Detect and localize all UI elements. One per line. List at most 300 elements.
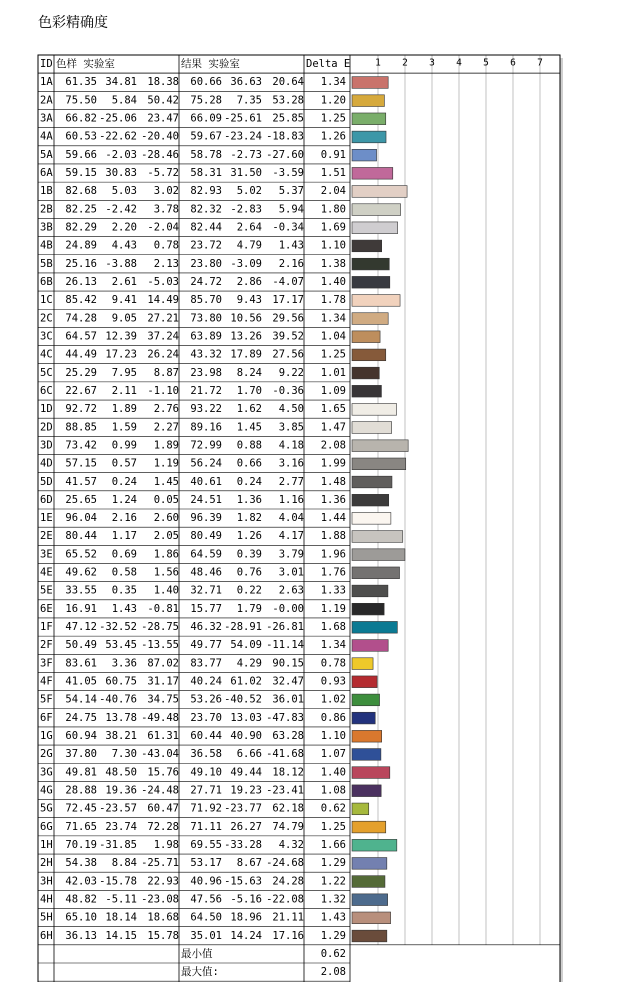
result-lab-value: 3.16 <box>278 457 304 470</box>
delta-e-bar <box>352 712 375 724</box>
row-id: 3A <box>40 112 53 125</box>
delta-e-value: 1.38 <box>320 257 346 270</box>
result-lab-value: 20.64 <box>272 76 304 89</box>
delta-e-bar <box>352 640 388 652</box>
result-lab-value: 40.90 <box>230 730 262 742</box>
delta-e-value: 0.86 <box>320 711 346 724</box>
sample-lab-value: 70.19 <box>65 838 97 851</box>
row-id: 2D <box>40 421 53 434</box>
result-lab-value: 71.92 <box>190 802 222 815</box>
result-lab-value: 40.96 <box>190 875 222 888</box>
sample-lab-value: 18.68 <box>147 911 179 924</box>
result-lab-value: 64.50 <box>190 911 222 924</box>
delta-e-bar <box>352 621 397 633</box>
delta-e-value: 1.47 <box>320 421 346 434</box>
sample-lab-value: -5.11 <box>105 893 137 906</box>
result-lab-value: -24.68 <box>266 857 304 870</box>
result-lab-value: 53.28 <box>272 94 304 107</box>
row-id: 3C <box>40 330 53 343</box>
result-lab-value: 5.02 <box>236 185 262 198</box>
sample-lab-value: 14.49 <box>147 294 179 307</box>
sample-lab-value: 34.81 <box>105 76 137 89</box>
result-lab-value: 0.88 <box>236 439 262 452</box>
row-id: 4B <box>40 239 53 252</box>
sample-lab-value: 4.43 <box>111 239 137 252</box>
result-lab-value: 63.89 <box>190 330 222 343</box>
delta-e-bar <box>352 313 388 325</box>
result-lab-value: 3.01 <box>278 566 304 579</box>
result-lab-value: 56.24 <box>190 457 222 470</box>
sample-lab-value: 1.89 <box>153 439 179 452</box>
sample-lab-value: -43.04 <box>141 748 179 761</box>
delta-e-bar <box>352 276 390 288</box>
delta-e-bar <box>352 258 389 270</box>
delta-e-bar <box>352 149 377 161</box>
delta-e-value: 1.32 <box>320 893 346 906</box>
row-id: 6B <box>40 276 53 288</box>
delta-e-bar <box>352 77 388 89</box>
delta-e-bar <box>352 295 400 307</box>
result-lab-value: 0.22 <box>236 584 262 597</box>
row-id: 5B <box>40 257 53 270</box>
result-lab-value: 2.16 <box>278 257 304 270</box>
sample-lab-value: 2.27 <box>153 421 179 434</box>
sample-lab-value: 0.24 <box>111 475 137 488</box>
sample-lab-value: 33.55 <box>65 584 97 597</box>
row-id: 4D <box>40 457 53 470</box>
row-id: 5A <box>40 148 53 161</box>
delta-e-value: 1.25 <box>320 112 346 125</box>
row-id: 5E <box>40 584 53 597</box>
result-lab-value: -0.34 <box>272 221 304 234</box>
sample-lab-value: 31.17 <box>147 675 179 688</box>
sample-lab-value: 26.24 <box>147 348 179 361</box>
delta-e-bar <box>352 876 385 888</box>
sample-lab-value: 2.16 <box>111 512 137 525</box>
result-lab-value: 49.10 <box>190 766 222 779</box>
sample-lab-value: 24.75 <box>65 711 97 724</box>
sample-lab-value: 37.24 <box>147 330 179 343</box>
sample-lab-value: 66.82 <box>65 112 97 125</box>
row-id: 6E <box>40 602 53 615</box>
delta-e-value: 1.10 <box>320 239 346 252</box>
result-lab-value: -18.83 <box>266 130 304 143</box>
scale-tick-label: 5 <box>483 57 489 69</box>
delta-e-bar <box>352 476 392 488</box>
sample-lab-value: 13.78 <box>105 711 137 724</box>
delta-e-value: 1.48 <box>320 475 346 488</box>
sample-lab-value: 71.65 <box>65 820 97 833</box>
result-lab-value: 61.02 <box>230 675 262 688</box>
result-lab-value: 25.85 <box>272 112 304 125</box>
row-id: 1F <box>40 621 53 634</box>
row-id: 6C <box>40 384 53 397</box>
result-lab-value: 80.49 <box>190 530 222 543</box>
sample-lab-value: 72.28 <box>147 820 179 833</box>
row-id: 6G <box>40 820 53 833</box>
row-id: 4G <box>40 784 53 797</box>
sample-lab-value: -3.88 <box>105 257 137 270</box>
sample-lab-value: 26.13 <box>65 276 97 288</box>
sample-lab-value: -32.52 <box>99 621 137 634</box>
result-lab-value: 17.17 <box>272 294 304 307</box>
result-lab-value: 73.80 <box>190 312 222 325</box>
sample-lab-value: -13.55 <box>141 639 179 652</box>
result-lab-value: 1.43 <box>278 239 304 252</box>
sample-lab-value: 47.12 <box>65 621 97 634</box>
delta-e-value: 1.76 <box>320 566 346 579</box>
result-lab-value: -3.59 <box>272 167 304 180</box>
sample-lab-value: -24.48 <box>141 784 179 797</box>
result-lab-value: -25.61 <box>224 112 262 125</box>
result-lab-value: -22.08 <box>266 893 304 906</box>
sample-lab-value: 88.85 <box>65 421 97 434</box>
sample-lab-value: 2.20 <box>111 221 137 234</box>
result-lab-value: 27.56 <box>272 348 304 361</box>
header-id: ID <box>40 58 53 71</box>
result-lab-value: 74.79 <box>272 820 304 833</box>
result-lab-value: -15.63 <box>224 875 262 888</box>
row-id: 2E <box>40 530 53 543</box>
delta-e-value: 1.29 <box>320 857 346 870</box>
row-id: 5G <box>40 802 53 815</box>
delta-e-bar <box>352 131 386 143</box>
result-lab-value: 1.70 <box>236 384 262 397</box>
sample-lab-value: 0.35 <box>111 584 137 597</box>
result-lab-value: 53.26 <box>190 693 222 706</box>
sample-lab-value: 41.05 <box>65 675 97 688</box>
delta-e-value: 1.25 <box>320 348 346 361</box>
result-lab-value: 43.32 <box>190 348 222 361</box>
result-lab-value: 83.77 <box>190 657 222 670</box>
sample-lab-value: 0.58 <box>111 566 137 579</box>
result-lab-value: 60.44 <box>190 730 222 742</box>
sample-lab-value: 61.31 <box>147 730 179 742</box>
sample-lab-value: 1.56 <box>153 566 179 579</box>
result-lab-value: 69.55 <box>190 838 222 851</box>
delta-e-bar <box>352 658 373 670</box>
sample-lab-value: 8.84 <box>111 857 137 870</box>
delta-e-value: 1.68 <box>320 621 346 634</box>
sample-lab-value: 82.68 <box>65 185 97 198</box>
result-lab-value: 17.16 <box>272 929 304 942</box>
delta-e-bar <box>352 912 391 924</box>
delta-e-value: 0.91 <box>320 148 346 161</box>
result-lab-value: 2.86 <box>236 276 262 288</box>
result-lab-value: 1.26 <box>236 530 262 543</box>
delta-e-bar <box>352 95 384 107</box>
sample-lab-value: 50.49 <box>65 639 97 652</box>
sample-lab-value: 61.35 <box>65 76 97 89</box>
result-lab-value: 62.18 <box>272 802 304 815</box>
delta-e-bar <box>352 767 390 779</box>
sample-lab-value: 2.61 <box>111 276 137 288</box>
row-id: 2G <box>40 748 53 761</box>
sample-lab-value: 96.04 <box>65 512 97 525</box>
result-lab-value: 21.11 <box>272 911 304 924</box>
sample-lab-value: 28.88 <box>65 784 97 797</box>
result-lab-value: 26.27 <box>230 820 262 833</box>
delta-e-value: 1.44 <box>320 512 346 525</box>
result-lab-value: 8.24 <box>236 366 262 379</box>
result-lab-value: 32.71 <box>190 584 222 597</box>
result-lab-value: 0.66 <box>236 457 262 470</box>
result-lab-value: 85.70 <box>190 294 222 307</box>
result-lab-value: -28.91 <box>224 621 262 634</box>
delta-e-value: 1.22 <box>320 875 346 888</box>
result-lab-value: -27.60 <box>266 148 304 161</box>
sample-lab-value: 3.02 <box>153 185 179 198</box>
result-lab-value: 36.63 <box>230 76 262 89</box>
result-lab-value: 14.24 <box>230 929 262 942</box>
result-lab-value: 82.44 <box>190 221 222 234</box>
delta-e-bar <box>352 803 369 815</box>
result-lab-value: 1.16 <box>278 493 304 506</box>
sample-lab-value: 49.62 <box>65 566 97 579</box>
result-lab-value: 35.01 <box>190 929 222 942</box>
sample-lab-value: 87.02 <box>147 657 179 670</box>
delta-e-value: 1.20 <box>320 94 346 107</box>
result-lab-value: -40.52 <box>224 693 262 706</box>
delta-e-value: 2.08 <box>320 439 346 452</box>
delta-e-value: 0.93 <box>320 675 346 688</box>
delta-e-value: 2.04 <box>320 185 346 198</box>
result-lab-value: 1.45 <box>236 421 262 434</box>
result-lab-value: 4.29 <box>236 657 262 670</box>
delta-e-value: 1.88 <box>320 530 346 543</box>
sample-lab-value: 2.76 <box>153 403 179 416</box>
delta-e-value: 1.99 <box>320 457 346 470</box>
delta-e-bar <box>352 440 408 452</box>
sample-lab-value: 30.83 <box>105 167 137 180</box>
result-lab-value: 9.22 <box>278 366 304 379</box>
delta-e-value: 1.04 <box>320 330 346 343</box>
result-lab-value: 24.51 <box>190 493 222 506</box>
result-lab-value: 72.99 <box>190 439 222 452</box>
sample-lab-value: 65.10 <box>65 911 97 924</box>
delta-e-value: 1.78 <box>320 294 346 307</box>
delta-e-value: 1.34 <box>320 76 346 89</box>
sample-lab-value: -5.72 <box>147 167 179 180</box>
row-id: 4F <box>40 675 53 688</box>
row-id: 3H <box>40 875 53 888</box>
result-lab-value: 36.58 <box>190 748 222 761</box>
sample-lab-value: 38.21 <box>105 730 137 742</box>
delta-e-bar <box>352 349 386 361</box>
sample-lab-value: 1.59 <box>111 421 137 434</box>
delta-e-bar <box>352 531 403 543</box>
sample-lab-value: -2.04 <box>147 221 179 234</box>
sample-lab-value: 85.42 <box>65 294 97 307</box>
result-lab-value: -33.28 <box>224 838 262 851</box>
result-lab-value: 9.43 <box>236 294 262 307</box>
result-lab-value: 21.72 <box>190 384 222 397</box>
sample-lab-value: -25.06 <box>99 112 137 125</box>
result-lab-value: 71.11 <box>190 820 222 833</box>
row-id: 1H <box>40 838 53 851</box>
sample-lab-value: 59.66 <box>65 148 97 161</box>
row-id: 3G <box>40 766 53 779</box>
delta-e-bar <box>352 585 388 597</box>
sample-lab-value: -20.40 <box>141 130 179 143</box>
row-id: 2A <box>40 94 53 107</box>
result-lab-value: 17.89 <box>230 348 262 361</box>
sample-lab-value: 1.86 <box>153 548 179 561</box>
result-lab-value: 3.85 <box>278 421 304 434</box>
sample-lab-value: 92.72 <box>65 403 97 416</box>
sample-lab-value: 2.13 <box>153 257 179 270</box>
result-lab-value: 23.70 <box>190 711 222 724</box>
sample-lab-value: 7.95 <box>111 366 137 379</box>
sample-lab-value: -25.71 <box>141 857 179 870</box>
scale-tick-label: 4 <box>456 57 462 69</box>
delta-e-value: 1.02 <box>320 693 346 706</box>
sample-lab-value: 60.94 <box>65 730 97 742</box>
delta-e-bar <box>352 749 381 761</box>
sample-lab-value: 9.41 <box>111 294 137 307</box>
sample-lab-value: 24.89 <box>65 239 97 252</box>
delta-e-bar <box>352 186 407 198</box>
delta-e-value: 1.34 <box>320 312 346 325</box>
sample-lab-value: 3.78 <box>153 203 179 216</box>
result-lab-value: -23.24 <box>224 130 262 143</box>
result-lab-value: 24.28 <box>272 875 304 888</box>
row-id: 5H <box>40 911 53 924</box>
sample-lab-value: 23.74 <box>105 820 137 833</box>
sample-lab-value: 27.21 <box>147 312 179 325</box>
header-result: 结果 实验室 <box>181 58 240 71</box>
result-lab-value: 32.47 <box>272 675 304 688</box>
sample-lab-value: 1.45 <box>153 475 179 488</box>
sample-lab-value: 5.03 <box>111 185 137 198</box>
sample-lab-value: 0.69 <box>111 548 137 561</box>
delta-e-value: 1.34 <box>320 639 346 652</box>
result-lab-value: 1.36 <box>236 493 262 506</box>
sample-lab-value: 42.03 <box>65 875 97 888</box>
delta-e-bar <box>352 567 400 579</box>
row-id: 1D <box>40 403 53 416</box>
row-id: 4H <box>40 893 53 906</box>
delta-e-bar <box>352 167 393 179</box>
delta-e-value: 1.40 <box>320 276 346 288</box>
sample-lab-value: 0.05 <box>153 493 179 506</box>
row-id: 4E <box>40 566 53 579</box>
summary-label: 最大值: <box>181 966 219 979</box>
result-lab-value: -5.16 <box>230 893 262 906</box>
sample-lab-value: 19.36 <box>105 784 137 797</box>
delta-e-value: 1.43 <box>320 911 346 924</box>
row-id: 6A <box>40 167 53 180</box>
sample-lab-value: 1.40 <box>153 584 179 597</box>
sample-lab-value: -49.48 <box>141 711 179 724</box>
delta-e-bar <box>352 858 387 870</box>
sample-lab-value: 15.76 <box>147 766 179 779</box>
sample-lab-value: 9.05 <box>111 312 137 325</box>
sample-lab-value: -28.46 <box>141 148 179 161</box>
result-lab-value: 19.23 <box>230 784 262 797</box>
sample-lab-value: 14.15 <box>105 929 137 942</box>
delta-e-bar <box>352 367 379 379</box>
result-lab-value: 40.61 <box>190 475 222 488</box>
sample-lab-value: 54.14 <box>65 693 97 706</box>
result-lab-value: 49.77 <box>190 639 222 652</box>
row-id: 4A <box>40 130 53 143</box>
result-lab-value: -0.36 <box>272 384 304 397</box>
result-lab-value: 6.66 <box>236 748 262 761</box>
row-id: 6D <box>40 493 53 506</box>
delta-e-bar <box>352 458 406 470</box>
result-lab-value: 5.94 <box>278 203 304 216</box>
sample-lab-value: 34.75 <box>147 693 179 706</box>
result-lab-value: 4.79 <box>236 239 262 252</box>
delta-e-bar <box>352 676 377 688</box>
row-id: 1G <box>40 730 53 742</box>
result-lab-value: 60.66 <box>190 76 222 89</box>
sample-lab-value: 7.30 <box>111 748 137 761</box>
result-lab-value: 39.52 <box>272 330 304 343</box>
row-id: 2B <box>40 203 53 216</box>
result-lab-value: 64.59 <box>190 548 222 561</box>
sample-lab-value: 15.78 <box>147 929 179 942</box>
sample-lab-value: 1.24 <box>111 493 137 506</box>
sample-lab-value: -5.03 <box>147 276 179 288</box>
delta-e-bar <box>352 513 391 525</box>
result-lab-value: 47.56 <box>190 893 222 906</box>
sample-lab-value: 41.57 <box>65 475 97 488</box>
row-id: 6H <box>40 929 53 942</box>
result-lab-value: -23.77 <box>224 802 262 815</box>
delta-e-value: 1.01 <box>320 366 346 379</box>
result-lab-value: -3.09 <box>230 257 262 270</box>
result-lab-value: 4.17 <box>278 530 304 543</box>
result-lab-value: 10.56 <box>230 312 262 325</box>
result-lab-value: -26.81 <box>266 621 304 634</box>
scale-tick-label: 6 <box>510 57 516 69</box>
result-lab-value: 29.56 <box>272 312 304 325</box>
row-id: 2H <box>40 857 53 870</box>
result-lab-value: -4.07 <box>272 276 304 288</box>
header-sample: 色样 实验室 <box>56 58 115 71</box>
sample-lab-value: 80.44 <box>65 530 97 543</box>
result-lab-value: 24.72 <box>190 276 222 288</box>
result-lab-value: 27.71 <box>190 784 222 797</box>
sample-lab-value: -28.75 <box>141 621 179 634</box>
sample-lab-value: 1.43 <box>111 602 137 615</box>
sample-lab-value: 64.57 <box>65 330 97 343</box>
result-lab-value: 7.35 <box>236 94 262 107</box>
sample-lab-value: -1.10 <box>147 384 179 397</box>
result-lab-value: 58.31 <box>190 167 222 180</box>
result-lab-value: 1.82 <box>236 512 262 525</box>
sample-lab-value: 60.53 <box>65 130 97 143</box>
delta-e-value: 1.29 <box>320 929 346 942</box>
sample-lab-value: -2.42 <box>105 203 137 216</box>
result-lab-value: 96.39 <box>190 512 222 525</box>
sample-lab-value: -22.62 <box>99 130 137 143</box>
sample-lab-value: 2.60 <box>153 512 179 525</box>
delta-e-value: 1.26 <box>320 130 346 143</box>
sample-lab-value: -23.57 <box>99 802 137 815</box>
sample-lab-value: 73.42 <box>65 439 97 452</box>
scale-tick-label: 2 <box>402 57 408 69</box>
result-lab-value: 4.32 <box>278 838 304 851</box>
delta-e-bar <box>352 549 405 561</box>
sample-lab-value: 22.67 <box>65 384 97 397</box>
sample-lab-value: 60.47 <box>147 802 179 815</box>
result-lab-value: 48.46 <box>190 566 222 579</box>
delta-e-bar <box>352 730 382 742</box>
delta-e-bar <box>352 930 387 942</box>
